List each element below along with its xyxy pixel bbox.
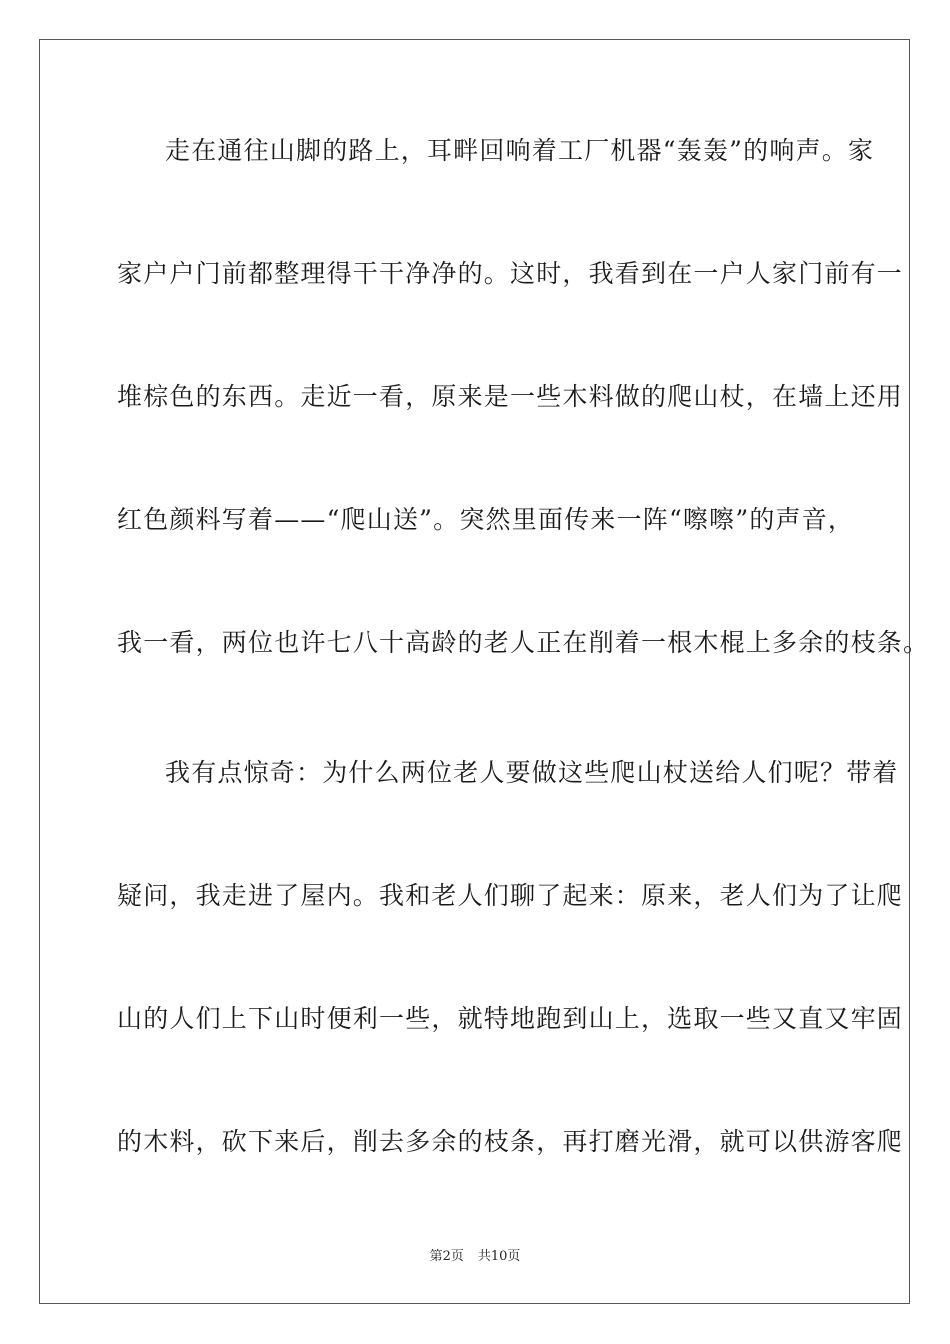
text-line: 山的人们上下山时便利一些，就特地跑到山上，选取一些又直又牢固 [117, 1004, 904, 1033]
text-line: 我有点惊奇：为什么两位老人要做这些爬山杖送给人们呢？带着 [165, 758, 899, 787]
text-line: 走在通往山脚的路上，耳畔回响着工厂机器“轰轰”的响声。家 [165, 136, 875, 165]
text-line: 堆棕色的东西。走近一看，原来是一些木料做的爬山杖，在墙上还用 [117, 382, 904, 411]
text-line: 的木料，砍下来后，削去多余的枝条，再打磨光滑，就可以供游客爬 [117, 1127, 904, 1156]
text-line: 红色颜料写着——“爬山送”。突然里面传来一阵“嚓嚓”的声音， [117, 505, 855, 534]
text-line: 我一看，两位也许七八十高龄的老人正在削着一根木棍上多余的枝条。 [117, 628, 930, 657]
page-number: 第2页 [429, 1249, 464, 1264]
text-line: 疑问，我走进了屋内。我和老人们聊了起来：原来，老人们为了让爬 [117, 881, 904, 910]
page-footer [0, 1248, 950, 1266]
text-line: 家户户门前都整理得干干净净的。这时，我看到在一户人家门前有一 [117, 259, 904, 288]
page-total: 共10页 [477, 1249, 521, 1264]
page-border [39, 39, 930, 1304]
